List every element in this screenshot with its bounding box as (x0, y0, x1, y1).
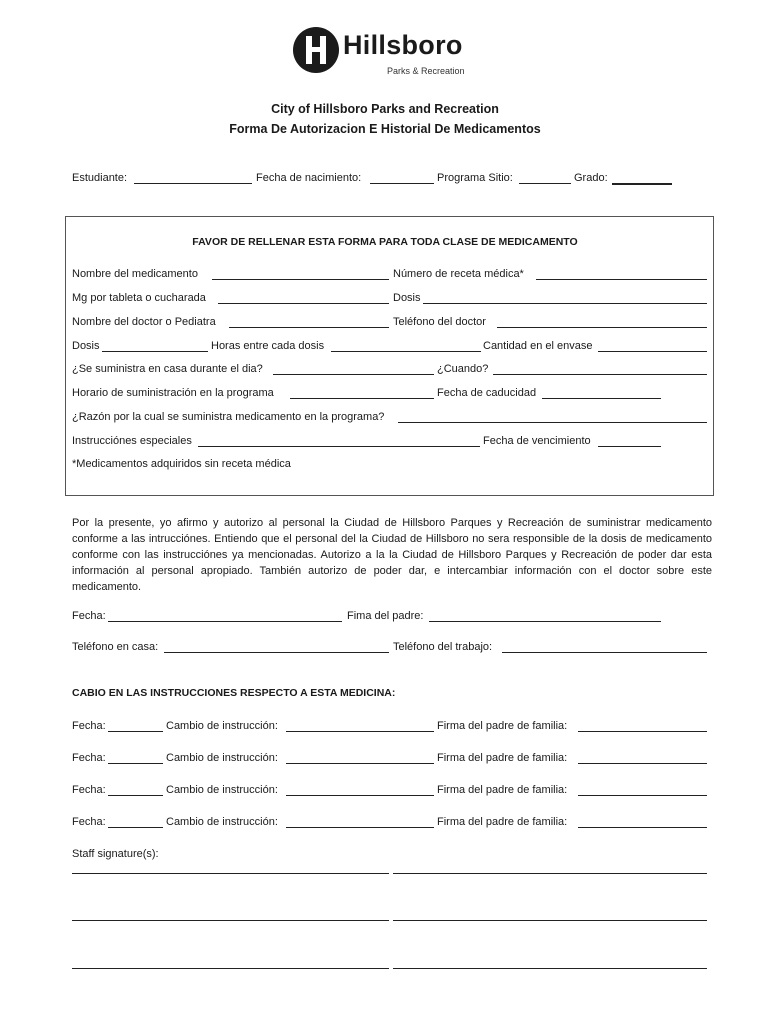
home-phone-label: Teléfono en casa: (72, 641, 159, 653)
change-instruction-field[interactable] (286, 795, 434, 796)
change-signature-label: Firma del padre de familia: (437, 720, 568, 732)
work-phone-label: Teléfono del trabajo: (393, 641, 493, 653)
reason-label: ¿Razón por la cual se suministra medicamento en la programa? (72, 411, 385, 423)
change-instruction-field[interactable] (286, 731, 434, 732)
doctor-name-label: Nombre del doctor o Pediatra (72, 316, 216, 328)
grade-label: Grado: (574, 172, 608, 184)
reason-field[interactable] (398, 422, 707, 423)
change-date-label: Fecha: (72, 752, 106, 764)
hours-between-field[interactable] (331, 351, 481, 352)
date-label: Fecha: (72, 610, 106, 622)
dose-label: Dosis (393, 292, 421, 304)
when-field[interactable] (493, 374, 707, 375)
dose-field[interactable] (423, 303, 707, 304)
staff-signature-label: Staff signature(s): (72, 848, 159, 860)
doctor-name-field[interactable] (229, 327, 389, 328)
change-instruction-label: Cambio de instrucción: (166, 784, 278, 796)
program-site-field[interactable] (519, 183, 571, 184)
when-label: ¿Cuando? (437, 363, 489, 375)
change-date-field[interactable] (108, 731, 163, 732)
home-during-day-field[interactable] (273, 374, 434, 375)
instructions-label: Instrucciónes especiales (72, 435, 192, 447)
staff-signature-field[interactable] (393, 968, 707, 969)
med-name-field[interactable] (212, 279, 389, 280)
change-date-label: Fecha: (72, 816, 106, 828)
change-instruction-label: Cambio de instrucción: (166, 752, 278, 764)
parent-signature-field[interactable] (429, 621, 661, 622)
hillsboro-logo-icon (293, 27, 339, 73)
quantity-label: Cantidad en el envase (483, 340, 593, 352)
student-label: Estudiante: (72, 172, 128, 184)
program-site-label: Programa Sitio: (437, 172, 513, 184)
birth-date-label: Fecha de nacimiento: (256, 172, 362, 184)
change-date-label: Fecha: (72, 784, 106, 796)
change-signature-field[interactable] (578, 827, 707, 828)
home-phone-field[interactable] (164, 652, 389, 653)
change-instruction-field[interactable] (286, 827, 434, 828)
schedule-label: Horario de suministración en la programa (72, 387, 274, 399)
footnote: *Medicamentos adquiridos sin receta médica (72, 458, 291, 470)
grade-field[interactable] (612, 183, 672, 185)
medication-heading: FAVOR DE RELLENAR ESTA FORMA PARA TODA CLASE DE MEDICAMENTO (192, 236, 578, 248)
change-date-label: Fecha: (72, 720, 106, 732)
change-signature-field[interactable] (578, 763, 707, 764)
home-during-day-label: ¿Se suministra en casa durante el dia? (72, 363, 263, 375)
change-instruction-label: Cambio de instrucción: (166, 816, 278, 828)
quantity-field[interactable] (598, 351, 707, 352)
mg-label: Mg por tableta o cucharada (72, 292, 206, 304)
change-instruction-label: Cambio de instrucción: (166, 720, 278, 732)
staff-signature-field[interactable] (72, 920, 389, 921)
dose2-field[interactable] (102, 351, 208, 352)
change-signature-label: Firma del padre de familia: (437, 784, 568, 796)
date-field[interactable] (108, 621, 342, 622)
logo-name: Hillsboro (343, 30, 463, 60)
mg-field[interactable] (218, 303, 389, 304)
doctor-phone-label: Teléfono del doctor (393, 316, 486, 328)
staff-signature-field[interactable] (393, 873, 707, 874)
doctor-phone-field[interactable] (497, 327, 707, 328)
instructions-field[interactable] (198, 446, 480, 447)
hours-between-label: Horas entre cada dosis (211, 340, 325, 352)
birth-date-field[interactable] (370, 183, 434, 184)
staff-signature-field[interactable] (393, 920, 707, 921)
expiry-label: Fecha de caducidad (437, 387, 537, 399)
due-date-field[interactable] (598, 446, 661, 447)
work-phone-field[interactable] (502, 652, 707, 653)
page-title: City of Hillsboro Parks and Recreation (271, 102, 499, 116)
change-signature-field[interactable] (578, 731, 707, 732)
change-date-field[interactable] (108, 795, 163, 796)
staff-signature-field[interactable] (72, 968, 389, 969)
student-field[interactable] (134, 183, 252, 184)
change-instruction-field[interactable] (286, 763, 434, 764)
expiry-field[interactable] (542, 398, 661, 399)
change-signature-field[interactable] (578, 795, 707, 796)
schedule-field[interactable] (290, 398, 434, 399)
med-name-label: Nombre del medicamento (72, 268, 198, 280)
rx-number-label: Número de receta médica* (393, 268, 524, 280)
dose2-label: Dosis (72, 340, 100, 352)
logo-subtitle: Parks & Recreation (387, 66, 465, 76)
medication-box (65, 216, 714, 496)
rx-number-field[interactable] (536, 279, 707, 280)
authorization-paragraph: Por la presente, yo afirmo y autorizo al personal la Ciudad de Hillsboro Parques y Recreación de suministrar medicamento conforme a las intrucciónes. Entiendo que el personal del la Ciudad de Hillsboro no sera responsible de la dosis de medicamento conforme con las instrucciónes ya mencionadas. Autorizo a la la Ciudad de Hillsboro Parques y Recreación de poder dar esta información al personal apropiado. También autorizo de poder dar, e intercambiar información con el doctor sobre este medicamento. (72, 517, 712, 593)
parent-signature-label: Fima del padre: (347, 610, 424, 622)
changes-heading: CABIO EN LAS INSTRUCCIONES RESPECTO A ESTA MEDICINA: (72, 687, 396, 699)
change-date-field[interactable] (108, 827, 163, 828)
due-date-label: Fecha de vencimiento (483, 435, 591, 447)
staff-signature-field[interactable] (72, 873, 389, 874)
change-signature-label: Firma del padre de familia: (437, 816, 568, 828)
change-date-field[interactable] (108, 763, 163, 764)
change-signature-label: Firma del padre de familia: (437, 752, 568, 764)
form-title: Forma De Autorizacion E Historial De Medicamentos (229, 122, 541, 136)
